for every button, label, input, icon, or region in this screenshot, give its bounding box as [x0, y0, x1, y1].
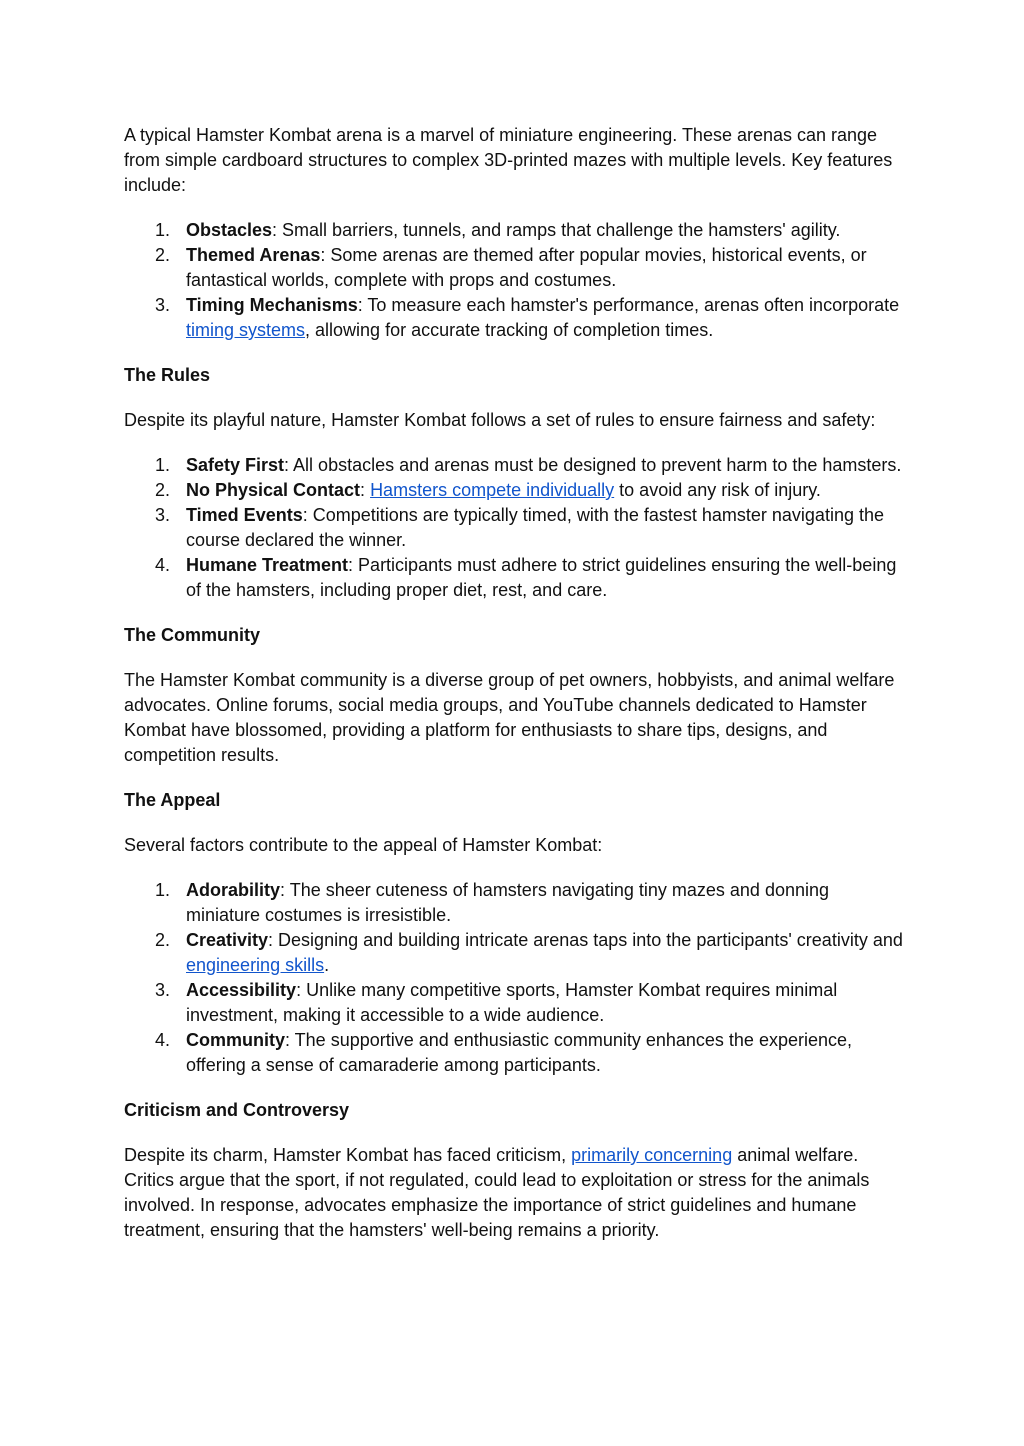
list-text: , allowing for accurate tracking of completion times. — [305, 320, 714, 340]
list-text: : Designing and building intricate arenas taps into the participants' creativity and — [268, 930, 903, 950]
list-text: : Unlike many competitive sports, Hamster Kombat requires minimal investment, making it accessible to a wide audience. — [186, 980, 838, 1025]
features-list — [124, 218, 904, 343]
rules-heading: The Rules — [124, 365, 211, 385]
list-term: Timing Mechanisms — [186, 295, 358, 315]
list-text: to avoid any risk of injury. — [614, 480, 821, 500]
criticism-heading: Criticism and Controversy — [124, 1100, 350, 1120]
list-item — [124, 878, 904, 928]
engineering-skills-link[interactable]: engineering skills — [186, 955, 325, 975]
list-item — [124, 218, 904, 243]
list-text: : The supportive and enthusiastic community enhances the experience, offering a sense of camaraderie among participants. — [186, 1030, 852, 1075]
appeal-paragraph: Several factors contribute to the appeal of Hamster Kombat: — [124, 835, 603, 855]
list-number: 3. — [155, 295, 171, 315]
list-text: . — [324, 955, 330, 975]
appeal-heading: The Appeal — [124, 790, 221, 810]
list-item — [124, 1028, 904, 1078]
list-number: 1. — [155, 455, 171, 475]
list-term: No Physical Contact — [186, 480, 361, 500]
list-text: : Small barriers, tunnels, and ramps that challenge the hamsters' agility. — [272, 220, 841, 240]
list-item — [124, 243, 904, 293]
list-text: : — [360, 480, 371, 500]
list-item — [124, 293, 904, 343]
list-term: Community — [186, 1030, 285, 1050]
list-item — [124, 478, 904, 503]
criticism-paragraph — [124, 1143, 904, 1243]
list-text: : The sheer cuteness of hamsters navigating tiny mazes and donning miniature costumes is irresistible. — [186, 880, 830, 925]
paragraph-text: Despite its charm, Hamster Kombat has faced criticism, — [124, 1145, 572, 1165]
list-item — [124, 553, 904, 603]
list-item — [124, 503, 904, 553]
list-text: : All obstacles and arenas must be designed to prevent harm to the hamsters. — [284, 455, 902, 475]
intro-paragraph: A typical Hamster Kombat arena is a marvel of miniature engineering. These arenas can range from simple cardboard structures to complex 3D-printed mazes with multiple levels. Key features include: — [124, 125, 893, 195]
list-number: 1. — [155, 220, 171, 240]
community-paragraph: The Hamster Kombat community is a diverse group of pet owners, hobbyists, and animal welfare advocates. Online forums, social media groups, and YouTube channels dedicated to Hamster Kombat have blossomed, providing a platform for enthusiasts to share tips, designs, and competition results. — [124, 670, 895, 765]
list-number: 2. — [155, 245, 171, 265]
paragraph-text: animal welfare. Critics argue that the sport, if not regulated, could lead to exploitation or stress for the animals involved. In response, advocates emphasize the importance of strict guidelines and humane treatment, ensuring that the hamsters' well-being remains a priority. — [124, 1145, 870, 1240]
list-number: 2. — [155, 930, 171, 950]
list-term: Safety First — [186, 455, 285, 475]
compete-individually-link[interactable]: Hamsters compete individually — [370, 480, 615, 500]
list-term: Adorability — [186, 880, 281, 900]
list-text: : Competitions are typically timed, with the fastest hamster navigating the course declared the winner. — [186, 505, 884, 550]
rules-paragraph: Despite its playful nature, Hamster Kombat follows a set of rules to ensure fairness and safety: — [124, 410, 876, 430]
list-term: Obstacles — [186, 220, 273, 240]
list-item — [124, 453, 904, 478]
list-text: : Participants must adhere to strict guidelines ensuring the well-being of the hamsters, including proper diet, rest, and care. — [186, 555, 897, 600]
list-term: Accessibility — [186, 980, 297, 1000]
timing-systems-link[interactable]: timing systems — [186, 320, 306, 340]
rules-list — [124, 453, 904, 603]
list-number: 1. — [155, 880, 171, 900]
community-heading: The Community — [124, 625, 261, 645]
list-term: Timed Events — [186, 505, 303, 525]
list-item — [124, 928, 904, 978]
list-number: 2. — [155, 480, 171, 500]
primarily-concerning-link[interactable]: primarily concerning — [571, 1145, 733, 1165]
list-term: Themed Arenas — [186, 245, 321, 265]
list-text: : Some arenas are themed after popular movies, historical events, or fantastical worlds, complete with props and costumes. — [186, 245, 867, 290]
list-number: 4. — [155, 555, 171, 575]
list-term: Humane Treatment — [186, 555, 349, 575]
list-term: Creativity — [186, 930, 269, 950]
document-page — [124, 123, 904, 1263]
list-number: 3. — [155, 505, 171, 525]
list-text: : To measure each hamster's performance, arenas often incorporate — [357, 295, 900, 315]
list-item — [124, 978, 904, 1028]
appeal-list — [124, 878, 904, 1078]
list-number: 3. — [155, 980, 171, 1000]
list-number: 4. — [155, 1030, 171, 1050]
